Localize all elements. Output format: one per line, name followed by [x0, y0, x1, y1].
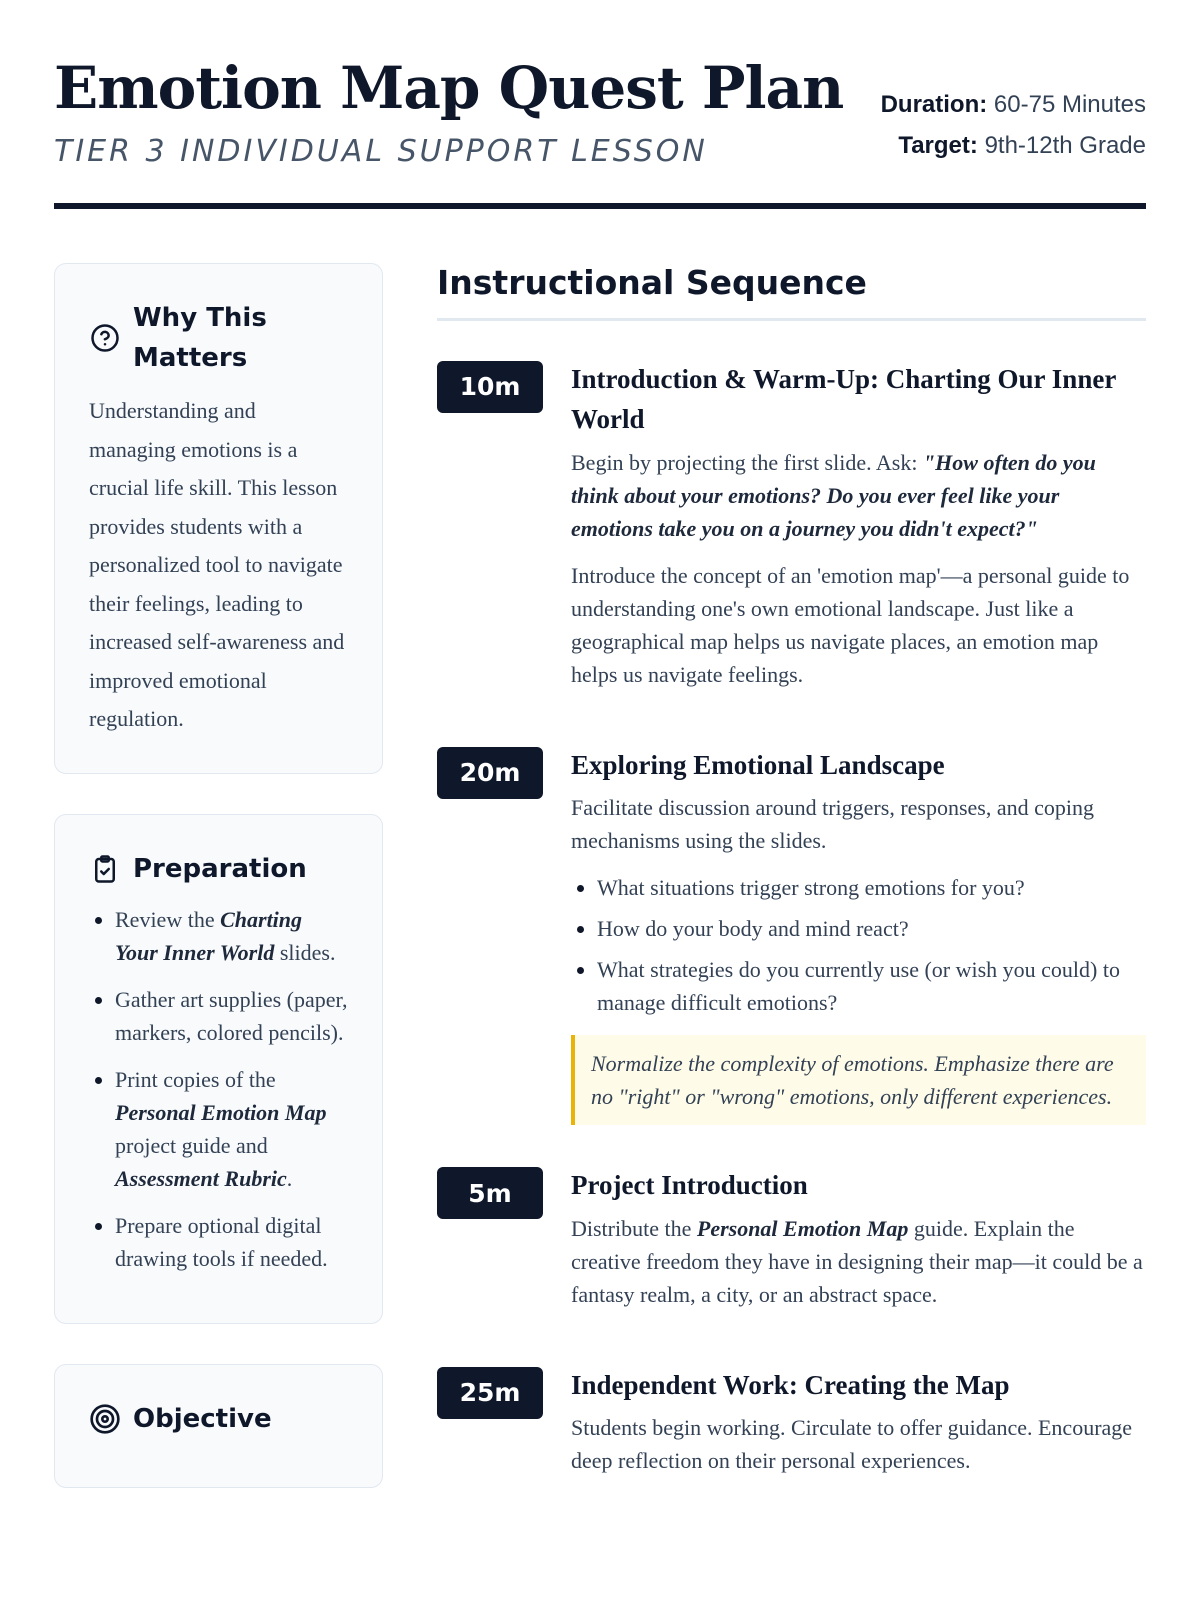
time-badge: 5m	[437, 1167, 543, 1219]
list-item: • What situations trigger strong emotions for you?	[597, 871, 1146, 904]
step-exploring	[437, 745, 1146, 1126]
why-card-title: Why This Matters	[133, 302, 267, 373]
time-badge: 20m	[437, 747, 543, 799]
duration-row	[881, 85, 1146, 126]
target-icon	[89, 1403, 121, 1435]
step-title: Project Introduction	[571, 1170, 808, 1201]
rubric-title: Assessment Rubric	[115, 1165, 287, 1191]
step-body	[571, 745, 1146, 1126]
step-body	[571, 1365, 1146, 1492]
step-text: Begin by projecting the first slide. Ask:	[571, 449, 923, 475]
list-item: • How do your body and mind react?	[597, 912, 1146, 945]
step-paragraph: Students begin working. Circulate to offer guidance. Encourage deep reflection on their personal experiences.	[571, 1415, 1133, 1474]
preparation-card	[54, 814, 383, 1324]
target-label: Target:	[898, 131, 978, 159]
step-paragraph	[571, 446, 1146, 545]
step-text: guide. Explain the creative freedom they have in designing their map—it could be a fantasy realm, a city, or an abstract space.	[571, 1215, 1143, 1307]
preparation-list	[89, 903, 348, 1275]
step-body	[571, 359, 1146, 705]
list-item-text: Review the	[115, 906, 221, 932]
sidebar	[54, 263, 383, 1532]
step-paragraph: Introduce the concept of an 'emotion map'—a personal guide to understanding one's own emotional landscape. Just like a geographical map helps us navigate places, an emotion map helps us navigate feelings.	[571, 562, 1130, 687]
step-title: Independent Work: Creating the Map	[571, 1369, 1010, 1400]
list-item-text: slides.	[274, 939, 336, 965]
list-item: • What strategies do you currently use (or wish you could) to manage difficult emotions?	[597, 953, 1146, 1019]
preparation-card-header	[89, 849, 348, 889]
step-paragraph	[571, 1212, 1146, 1311]
target-row	[881, 126, 1146, 167]
project-guide-title: Personal Emotion Map	[696, 1215, 909, 1241]
discussion-questions	[571, 871, 1146, 1019]
page-header	[54, 54, 1146, 209]
step-intro	[437, 359, 1146, 705]
section-title: Instructional Sequence	[437, 263, 1146, 321]
step-title: Exploring Emotional Landscape	[571, 749, 945, 780]
warmup-question: "How often do you think about your emotions? Do you ever feel like your emotions take you on a journey you didn't expect?"	[571, 449, 1096, 541]
why-card-header	[89, 298, 348, 379]
step-text: Distribute the	[571, 1215, 697, 1241]
list-item-text: project guide and	[115, 1132, 268, 1158]
duration-label: Duration:	[880, 91, 988, 118]
lesson-meta	[881, 85, 1146, 169]
title-block	[54, 54, 843, 169]
time-badge: 25m	[437, 1367, 543, 1419]
project-guide-title: Personal Emotion Map	[115, 1099, 327, 1125]
duration-value: 60-75 Minutes	[993, 91, 1146, 118]
step-title: Introduction & Warm-Up: Charting Our Inner World	[571, 363, 1116, 435]
time-badge: 10m	[437, 361, 543, 413]
list-item	[115, 983, 348, 1049]
list-item-text: Prepare optional digital drawing tools if needed.	[115, 1212, 328, 1271]
why-card-text: Understanding and managing emotions is a crucial life skill. This lesson provides students with a personalized tool to navigate their feelings, leading to increased self-awareness and improved emotional regulation.	[89, 398, 345, 732]
target-value: 9th-12th Grade	[984, 131, 1146, 159]
step-body	[571, 1165, 1146, 1325]
teacher-note: Normalize the complexity of emotions. Emphasize there are no "right" or "wrong" emotions, only different experiences.	[571, 1035, 1146, 1125]
list-item-text: Gather art supplies (paper, markers, colored pencils).	[115, 986, 348, 1045]
objective-card-title: Objective	[133, 1403, 272, 1434]
list-item	[115, 1063, 348, 1195]
content-columns	[54, 263, 1146, 1532]
step-paragraph: Facilitate discussion around triggers, responses, and coping mechanisms using the slides.	[571, 795, 1095, 854]
page-title: Emotion Map Quest Plan	[54, 54, 844, 122]
step-independent-work	[437, 1365, 1146, 1492]
list-item	[115, 1209, 348, 1275]
help-circle-icon	[89, 322, 121, 354]
list-item	[115, 903, 348, 969]
list-item-text: Print copies of the	[115, 1066, 276, 1092]
objective-card-header	[89, 1399, 348, 1439]
slides-title: Charting Your Inner World	[115, 906, 303, 965]
clipboard-check-icon	[89, 853, 121, 885]
step-project-intro	[437, 1165, 1146, 1325]
instructional-sequence	[437, 263, 1146, 1532]
objective-card	[54, 1364, 383, 1488]
page-subtitle: TIER 3 INDIVIDUAL SUPPORT LESSON	[54, 133, 708, 169]
why-card	[54, 263, 383, 774]
preparation-card-title: Preparation	[133, 853, 307, 884]
list-item-text: .	[286, 1165, 293, 1191]
